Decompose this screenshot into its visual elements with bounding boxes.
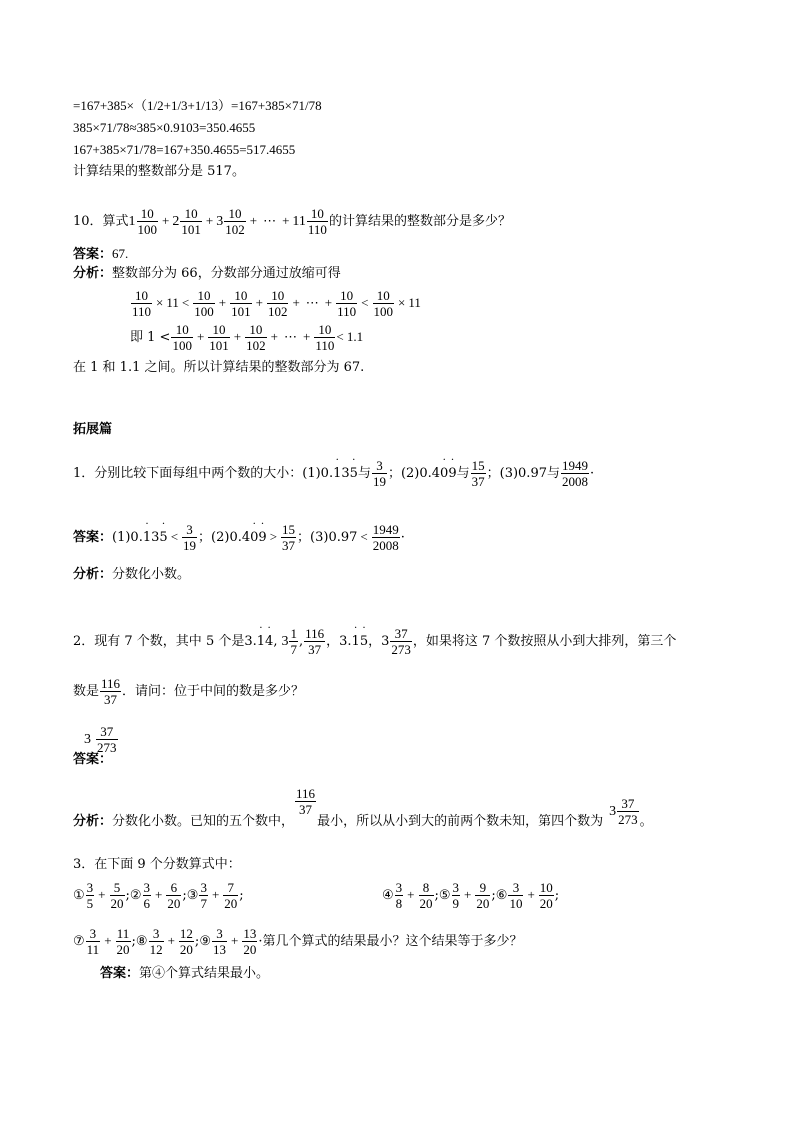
ext-analysis-2: 分析：分数化小数。已知的五个数中， $\frac{116}{37}$ 最小，所以从小到大的前两个数未知，第四个数为3 $\frac{37}{273}$ 。 <box>73 786 653 829</box>
repeating-digit: ˙ 0 <box>440 464 448 484</box>
repeating-digit: ˙ 1 <box>333 464 341 484</box>
mixed-int: 3 <box>216 213 224 229</box>
analysis-text: 整数部分为 66，分数部分通过放缩可得 <box>112 266 341 281</box>
q10-inequality-2: 即 1 < $\frac{10}{100}$ + $\frac{10}{101}$ + $\frac{10}{102}$ + ⋯ + $\frac{10}{110}$ < 1.1 <box>130 322 364 353</box>
fraction: $\frac{37}{273}$ <box>97 724 117 755</box>
ext-analysis-1: 分析：分数化小数。 <box>73 567 191 582</box>
analysis-label: 分析： <box>73 266 113 281</box>
fraction: $\frac{1949}{2008}$ <box>372 522 399 553</box>
fraction: $\frac{10}{102}$ <box>225 206 245 237</box>
q10-number: 10．算式 <box>73 214 129 229</box>
fraction: $\frac{10}{100}$ <box>194 288 214 319</box>
fraction: $\frac{3}{12}$ <box>149 926 163 957</box>
fraction: $\frac{3}{7}$ <box>200 880 207 911</box>
plus-sign: + <box>282 213 290 228</box>
answer-label: 答案： <box>73 247 113 262</box>
expr-row-2: ⑦ $\frac{3}{11}$ + $\frac{11}{20}$ ;⑧ $\frac{3}{12}$ + $\frac{12}{20}$ ;⑨ $\frac{3}{13}$ + $\frac{13}{20}$ ·第几个算式的结果最小？这个结果等于多少？ <box>73 926 523 957</box>
fraction: $\frac{3}{10}$ <box>509 880 523 911</box>
fraction: $\frac{10}{102}$ <box>246 322 266 353</box>
fraction: $\frac{13}{20}$ <box>243 926 257 957</box>
fraction: $\frac{37}{273}$ <box>618 796 638 827</box>
expr-row-1b: ④ $\frac{3}{8}$ + $\frac{8}{20}$ ;⑤ $\frac{3}{9}$ + $\frac{9}{20}$ ;⑥ $\frac{3}{10}$ + $\frac{10}{20}$ ; <box>382 880 560 911</box>
q10-inequality-1: $\frac{10}{110}$ × 11 < $\frac{10}{100}$ + $\frac{10}{101}$ + $\frac{10}{102}$ + ⋯ + $\frac{10}{110}$ < $\frac{10}{100}$ × 11 <box>132 288 421 319</box>
fraction: $\frac{10}{101}$ <box>181 206 201 237</box>
fraction: $\frac{10}{102}$ <box>267 288 288 319</box>
fraction: $\frac{8}{20}$ <box>419 880 433 911</box>
fraction: $\frac{3}{6}$ <box>143 880 151 911</box>
mixed-int: 1 <box>128 213 136 229</box>
ext-answer-3: 答案：第④个算式结果最小。 <box>100 966 270 981</box>
fraction: $\frac{37}{273}$ <box>391 626 411 657</box>
plus-sign: + <box>162 213 170 228</box>
fraction: $\frac{3}{19}$ <box>183 522 197 553</box>
fraction: $\frac{116}{37}$ <box>296 786 316 817</box>
fraction: $\frac{10}{20}$ <box>539 880 553 911</box>
fraction: $\frac{3}{11}$ <box>86 926 100 957</box>
fraction: $\frac{12}{20}$ <box>179 926 193 957</box>
fraction: $\frac{9}{20}$ <box>476 880 490 911</box>
expr-row-1: ① $\frac{3}{5}$ + $\frac{5}{20}$ ;② $\frac{3}{6}$ + $\frac{6}{20}$ ;③ $\frac{3}{7}$ + $\frac{7}{20}$ ; <box>73 880 244 911</box>
ext-question-2-line2: 数是 $\frac{116}{37}$ ．请问：位于中间的数是多少？ <box>73 676 305 707</box>
plus-sign: + <box>205 213 214 228</box>
calc-line-1: =167+385×（1/2+1/3+1/13）=167+385×71/78 <box>73 98 322 113</box>
ext-answer-1: 答案：(1)0.˙ 13˙ 5 < $\frac{3}{19}$ ；(2)0.4˙ 0˙ 9 > $\frac{15}{37}$ ；(3)0.97 < $\frac{1949}{2008}$ · <box>73 522 405 553</box>
fraction: $\frac{116}{37}$ <box>101 676 121 707</box>
q10-answer <box>73 244 128 265</box>
repeating-digit: ˙ 5 <box>350 464 358 484</box>
fraction: $\frac{116}{37}$ <box>305 626 325 657</box>
section-title: 拓展篇 <box>73 422 113 437</box>
q10-tail: 的计算结果的整数部分是多少？ <box>328 214 511 229</box>
fraction: $\frac{10}{101}$ <box>209 322 229 353</box>
ext-question-2-line1: 2．现有 7 个数，其中 5 个是3.˙ 1˙ 4, 3 $\frac{1}{7}$ , $\frac{116}{37}$ ，3.˙ 1˙ 5，3 $\frac{37}{273}$ ，如果将这 7 个数按照从小到大排列，第三个 <box>73 626 676 657</box>
fraction: $\frac{6}{20}$ <box>167 880 181 911</box>
plus-sign: + <box>249 213 258 228</box>
fraction: $\frac{10}{110}$ <box>132 288 152 319</box>
fraction: $\frac{11}{20}$ <box>116 926 130 957</box>
calc-line-3: 167+385×71/78=167+350.4655=517.4655 <box>73 142 296 157</box>
fraction: $\frac{10}{110}$ <box>315 322 335 353</box>
ext-answer-2: 答案：3 $\frac{37}{273}$ <box>73 724 117 767</box>
question-10 <box>73 206 511 237</box>
fraction: $\frac{10}{110}$ <box>307 206 327 237</box>
fraction: $\frac{3}{19}$ <box>372 458 386 489</box>
fraction: $\frac{3}{8}$ <box>395 880 403 911</box>
fraction: $\frac{10}{101}$ <box>231 288 251 319</box>
fraction: $\frac{3}{9}$ <box>452 880 460 911</box>
fraction: $\frac{10}{100}$ <box>172 322 192 353</box>
repeating-digit: ˙ 9 <box>448 464 456 484</box>
calc-line-2: 385×71/78≈385×0.9103=350.4655 <box>73 120 256 135</box>
fraction: $\frac{15}{37}$ <box>471 458 485 489</box>
mixed-int: 2 <box>172 213 180 229</box>
ext-question-1: 1．分别比较下面每组中两个数的大小：(1)0.˙ 13˙ 5与 $\frac{3}{19}$ ；(2)0.4˙ 0˙ 9与 $\frac{15}{37}$ ；(3)0.97与 $\frac{1949}{2008}$ · <box>73 458 594 489</box>
fraction: $\frac{3}{5}$ <box>86 880 94 911</box>
q10-conclusion: 在 1 和 1.1 之间。所以计算结果的整数部分为 67. <box>73 360 365 375</box>
fraction: $\frac{1949}{2008}$ <box>562 458 588 489</box>
fraction: $\frac{10}{100}$ <box>373 288 393 319</box>
fraction: $\frac{10}{100}$ <box>137 206 158 237</box>
fraction: $\frac{5}{20}$ <box>110 880 124 911</box>
fraction: $\frac{1}{7}$ <box>290 626 297 657</box>
ext-question-3: 3．在下面 9 个分数算式中： <box>73 857 241 872</box>
calc-line-4: 计算结果的整数部分是 517。 <box>73 164 245 179</box>
fraction: $\frac{3}{13}$ <box>212 926 226 957</box>
fraction: $\frac{7}{20}$ <box>224 880 238 911</box>
answer-value: 67. <box>112 246 129 261</box>
q10-analysis <box>73 264 341 284</box>
mixed-int: 11 <box>292 213 306 229</box>
fraction: $\frac{10}{110}$ <box>337 288 357 319</box>
fraction: $\frac{15}{37}$ <box>282 522 296 553</box>
ellipsis: ⋯ <box>263 213 277 228</box>
